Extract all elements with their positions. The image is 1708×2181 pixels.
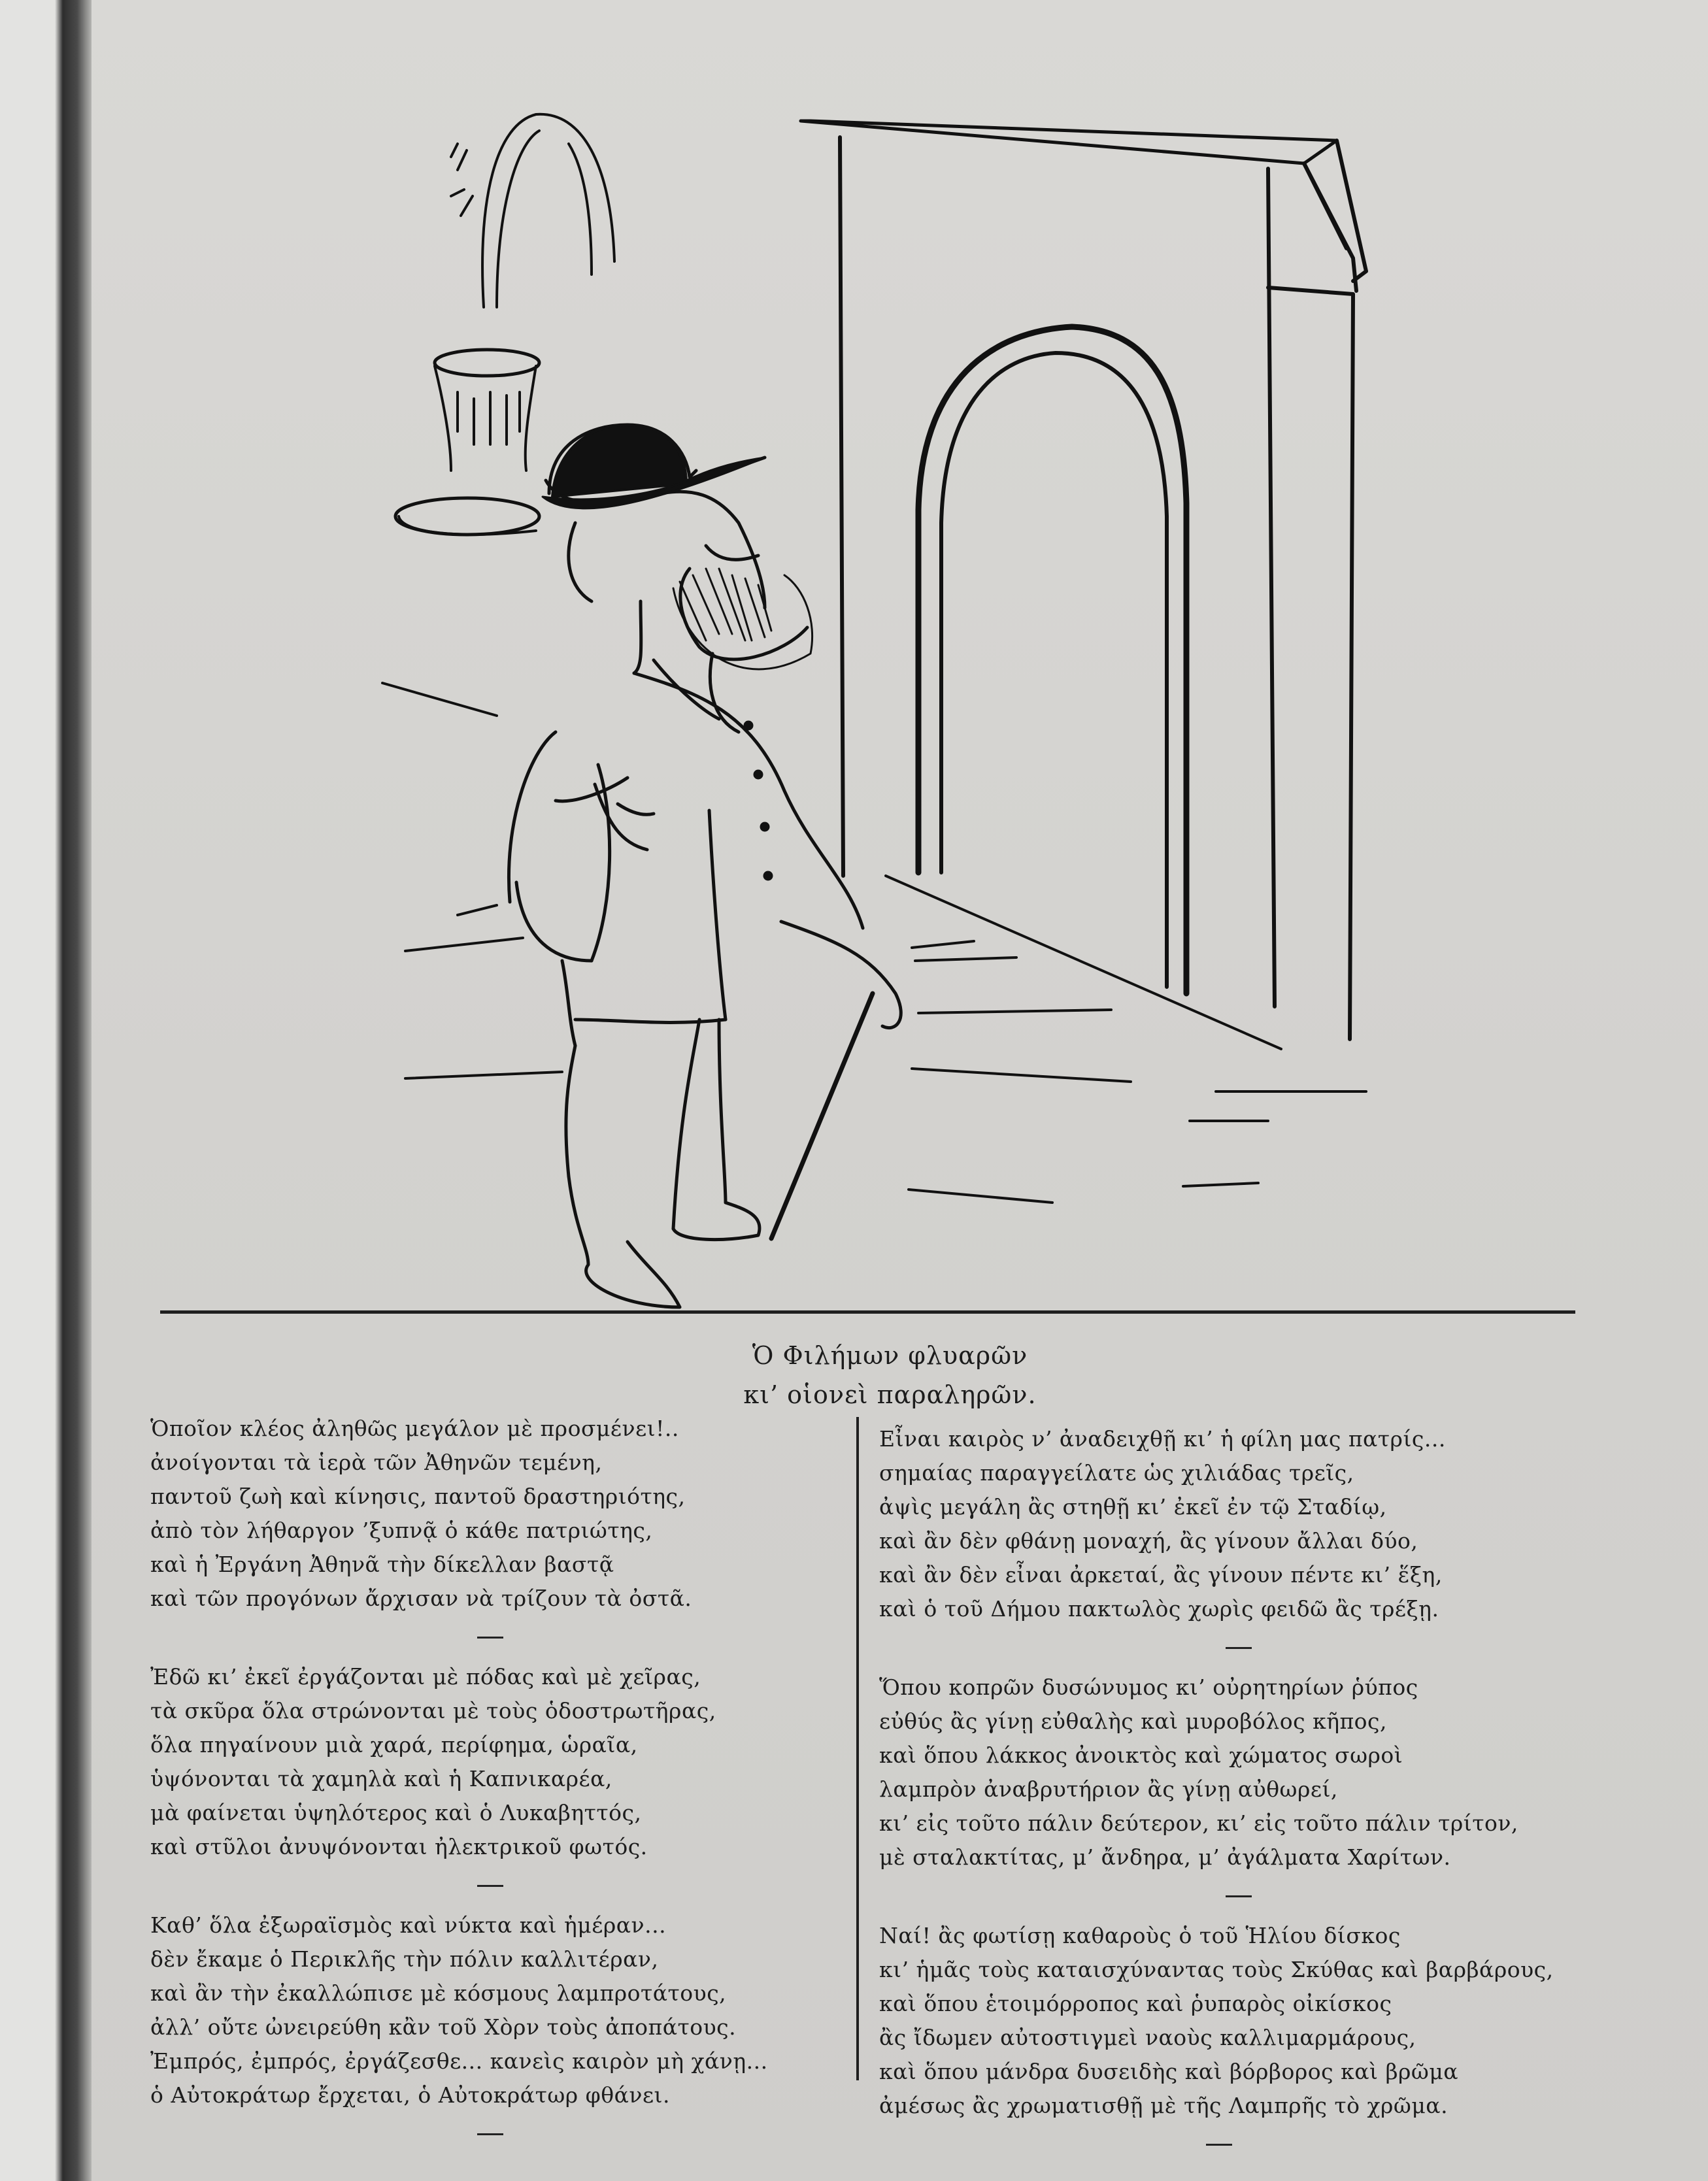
verse-line: δὲν ἔκαμε ὁ Περικλῆς τὴν πόλιν καλλιτέραν,: [150, 1946, 659, 1972]
stanza: [879, 1919, 1559, 2123]
stanza: [879, 1422, 1559, 1626]
caption-line-2: κι’ οἱονεὶ παραληρῶν.: [743, 1380, 1037, 1409]
verse-line: μὰ φαίνεται ὑψηλότερος καὶ ὁ Λυκαβηττός,: [150, 1800, 642, 1825]
verse-line: Ἐδῶ κι’ ἐκεῖ ἐργάζονται μὲ πόδας καὶ μὲ χεῖρας,: [150, 1664, 701, 1690]
verse-line: κι’ εἰς τοῦτο πάλιν δεύτερον, κι’ εἰς τοῦτο πάλιν τρίτον,: [879, 1810, 1518, 1836]
verse-line: τὰ σκῦρα ὅλα στρώνονται μὲ τοὺς ὁδοστρωτῆρας,: [150, 1698, 716, 1723]
stanza: [150, 1412, 830, 1616]
verse-line: καὶ ὁ τοῦ Δήμου πακτωλὸς χωρὶς φειδῶ ἂς τρέξῃ.: [879, 1596, 1439, 1622]
verse-line: καὶ ἡ Ἐργάνη Ἀθηνᾶ τὴν δίκελλαν βαστᾷ: [150, 1552, 614, 1577]
verse-line: ὁ Αὐτοκράτωρ ἔρχεται, ὁ Αὐτοκράτωρ φθάνει.: [150, 2082, 670, 2108]
verse-line: καὶ ἂν δὲν εἶναι ἀρκεταί, ἂς γίνουν πέντε κι’ ἕξη,: [879, 1562, 1443, 1588]
verse-line: καὶ ὅπου λάκκος ἀνοικτὸς καὶ χώματος σωροὶ: [879, 1742, 1403, 1768]
verse-line: Ὁποῖον κλέος ἀληθῶς μεγάλον μὲ προσμένει!..: [150, 1416, 679, 1441]
verse-line: παντοῦ ζωὴ καὶ κίνησις, παντοῦ δραστηριότης,: [150, 1484, 686, 1509]
verse-line: ἀμέσως ἂς χρωματισθῇ μὲ τῆς Λαμπρῆς τὸ χρῶμα.: [879, 2093, 1448, 2118]
stanza-separator: [150, 2112, 830, 2157]
stanza: [150, 1660, 830, 1864]
caption-line-1: Ὁ Φιλήμων φλυαρῶν: [752, 1341, 1028, 1370]
verse-line: καὶ τῶν προγόνων ἄρχισαν νὰ τρίζουν τὰ ὀστᾶ.: [150, 1586, 692, 1611]
archway-drawing: [801, 121, 1366, 1039]
stanza-separator: [150, 1864, 830, 1908]
section-rule: [160, 1310, 1575, 1314]
verse-line: μὲ σταλακτίτας, μ’ ἄνδηρα, μ’ ἀγάλματα Χαρίτων.: [879, 1844, 1451, 1870]
verse-line: καὶ ὅπου ἑτοιμόρροπος καὶ ῥυπαρὸς οἰκίσκος: [879, 1991, 1392, 2016]
stanza: [879, 1671, 1559, 1874]
floor-lines: [382, 683, 1366, 1203]
verse-line: Ἐμπρός, ἐμπρός, ἐργάζεσθε... κανεὶς καιρὸν μὴ χάνῃ...: [150, 2048, 768, 2074]
stanza-separator: [879, 2123, 1559, 2167]
verse-line: λαμπρὸν ἀναβρυτήριον ἂς γίνῃ αὐθωρεί,: [879, 1776, 1338, 1802]
verse-line: εὐθύς ἂς γίνῃ εὐθαλὴς καὶ μυροβόλος κῆπος,: [879, 1708, 1388, 1734]
verse-line: ὅλα πηγαίνουν μιὰ χαρά, περίφημα, ὡραῖα,: [150, 1732, 638, 1757]
verse-line: ὑψόνονται τὰ χαμηλὰ καὶ ἡ Καπνικαρέα,: [150, 1766, 612, 1791]
stanza: [150, 1908, 830, 2112]
verse-line: καὶ στῦλοι ἀνυψόνονται ἠλεκτρικοῦ φωτός.: [150, 1834, 648, 1859]
verse-line: Ὅπου κοπρῶν δυσώνυμος κι’ οὐρητηρίων ῥύπος: [879, 1674, 1418, 1700]
verse-line: Εἶναι καιρὸς ν’ ἀναδειχθῇ κι’ ἡ φίλη μας πατρίς...: [879, 1426, 1446, 1452]
beard-drawing: [673, 569, 812, 669]
verse-line: καὶ ἂν τὴν ἐκαλλώπισε μὲ κόσμους λαμπροτάτους,: [150, 1980, 727, 2006]
verse-line: κι’ ἡμᾶς τοὺς καταισχύναντας τοὺς Σκύθας καὶ βαρβάρους,: [879, 1957, 1554, 1982]
verse-line: Ναί! ἂς φωτίσῃ καθαροὺς ὁ τοῦ Ἡλίου δίσκος: [879, 1923, 1401, 1948]
verse-line: καὶ ἂν δὲν φθάνῃ μοναχή, ἂς γίνουν ἄλλαι δύο,: [879, 1528, 1418, 1554]
column-divider: [856, 1417, 859, 2080]
verse-line: Καθ’ ὅλα ἐξωραϊσμὸς καὶ νύκτα καὶ ἡμέραν...: [150, 1912, 667, 1938]
stanza-separator: [879, 1626, 1559, 1671]
verse-line: ἀπὸ τὸν λήθαργον ’ξυπνᾷ ὁ κάθε πατριώτης,: [150, 1518, 653, 1543]
verse-line: ἀψὶς μεγάλη ἂς στηθῇ κι’ ἐκεῖ ἐν τῷ Σταδίῳ,: [879, 1494, 1387, 1520]
poem-column-right: [879, 1422, 1559, 2167]
verse-line: καὶ ὅπου μάνδρα δυσειδὴς καὶ βόρβορος καὶ βρῶμα: [879, 2059, 1459, 2084]
verse-line: ἂς ἴδωμεν αὐτοστιγμεὶ ναοὺς καλλιμαρμάρους,: [879, 2025, 1416, 2050]
verse-line: ἀλλ’ οὔτε ὠνειρεύθη κἂν τοῦ Χὸρν τοὺς ἀποπάτους.: [150, 2014, 737, 2040]
poem-column-left: [150, 1412, 830, 2157]
verse-line: ἀνοίγονται τὰ ἱερὰ τῶν Ἀθηνῶν τεμένη,: [150, 1450, 603, 1475]
stanza-separator: [150, 1616, 830, 1660]
stanza-separator: [879, 1874, 1559, 1919]
verse-line: σημαίας παραγγείλατε ὡς χιλιάδας τρεῖς,: [879, 1460, 1354, 1486]
